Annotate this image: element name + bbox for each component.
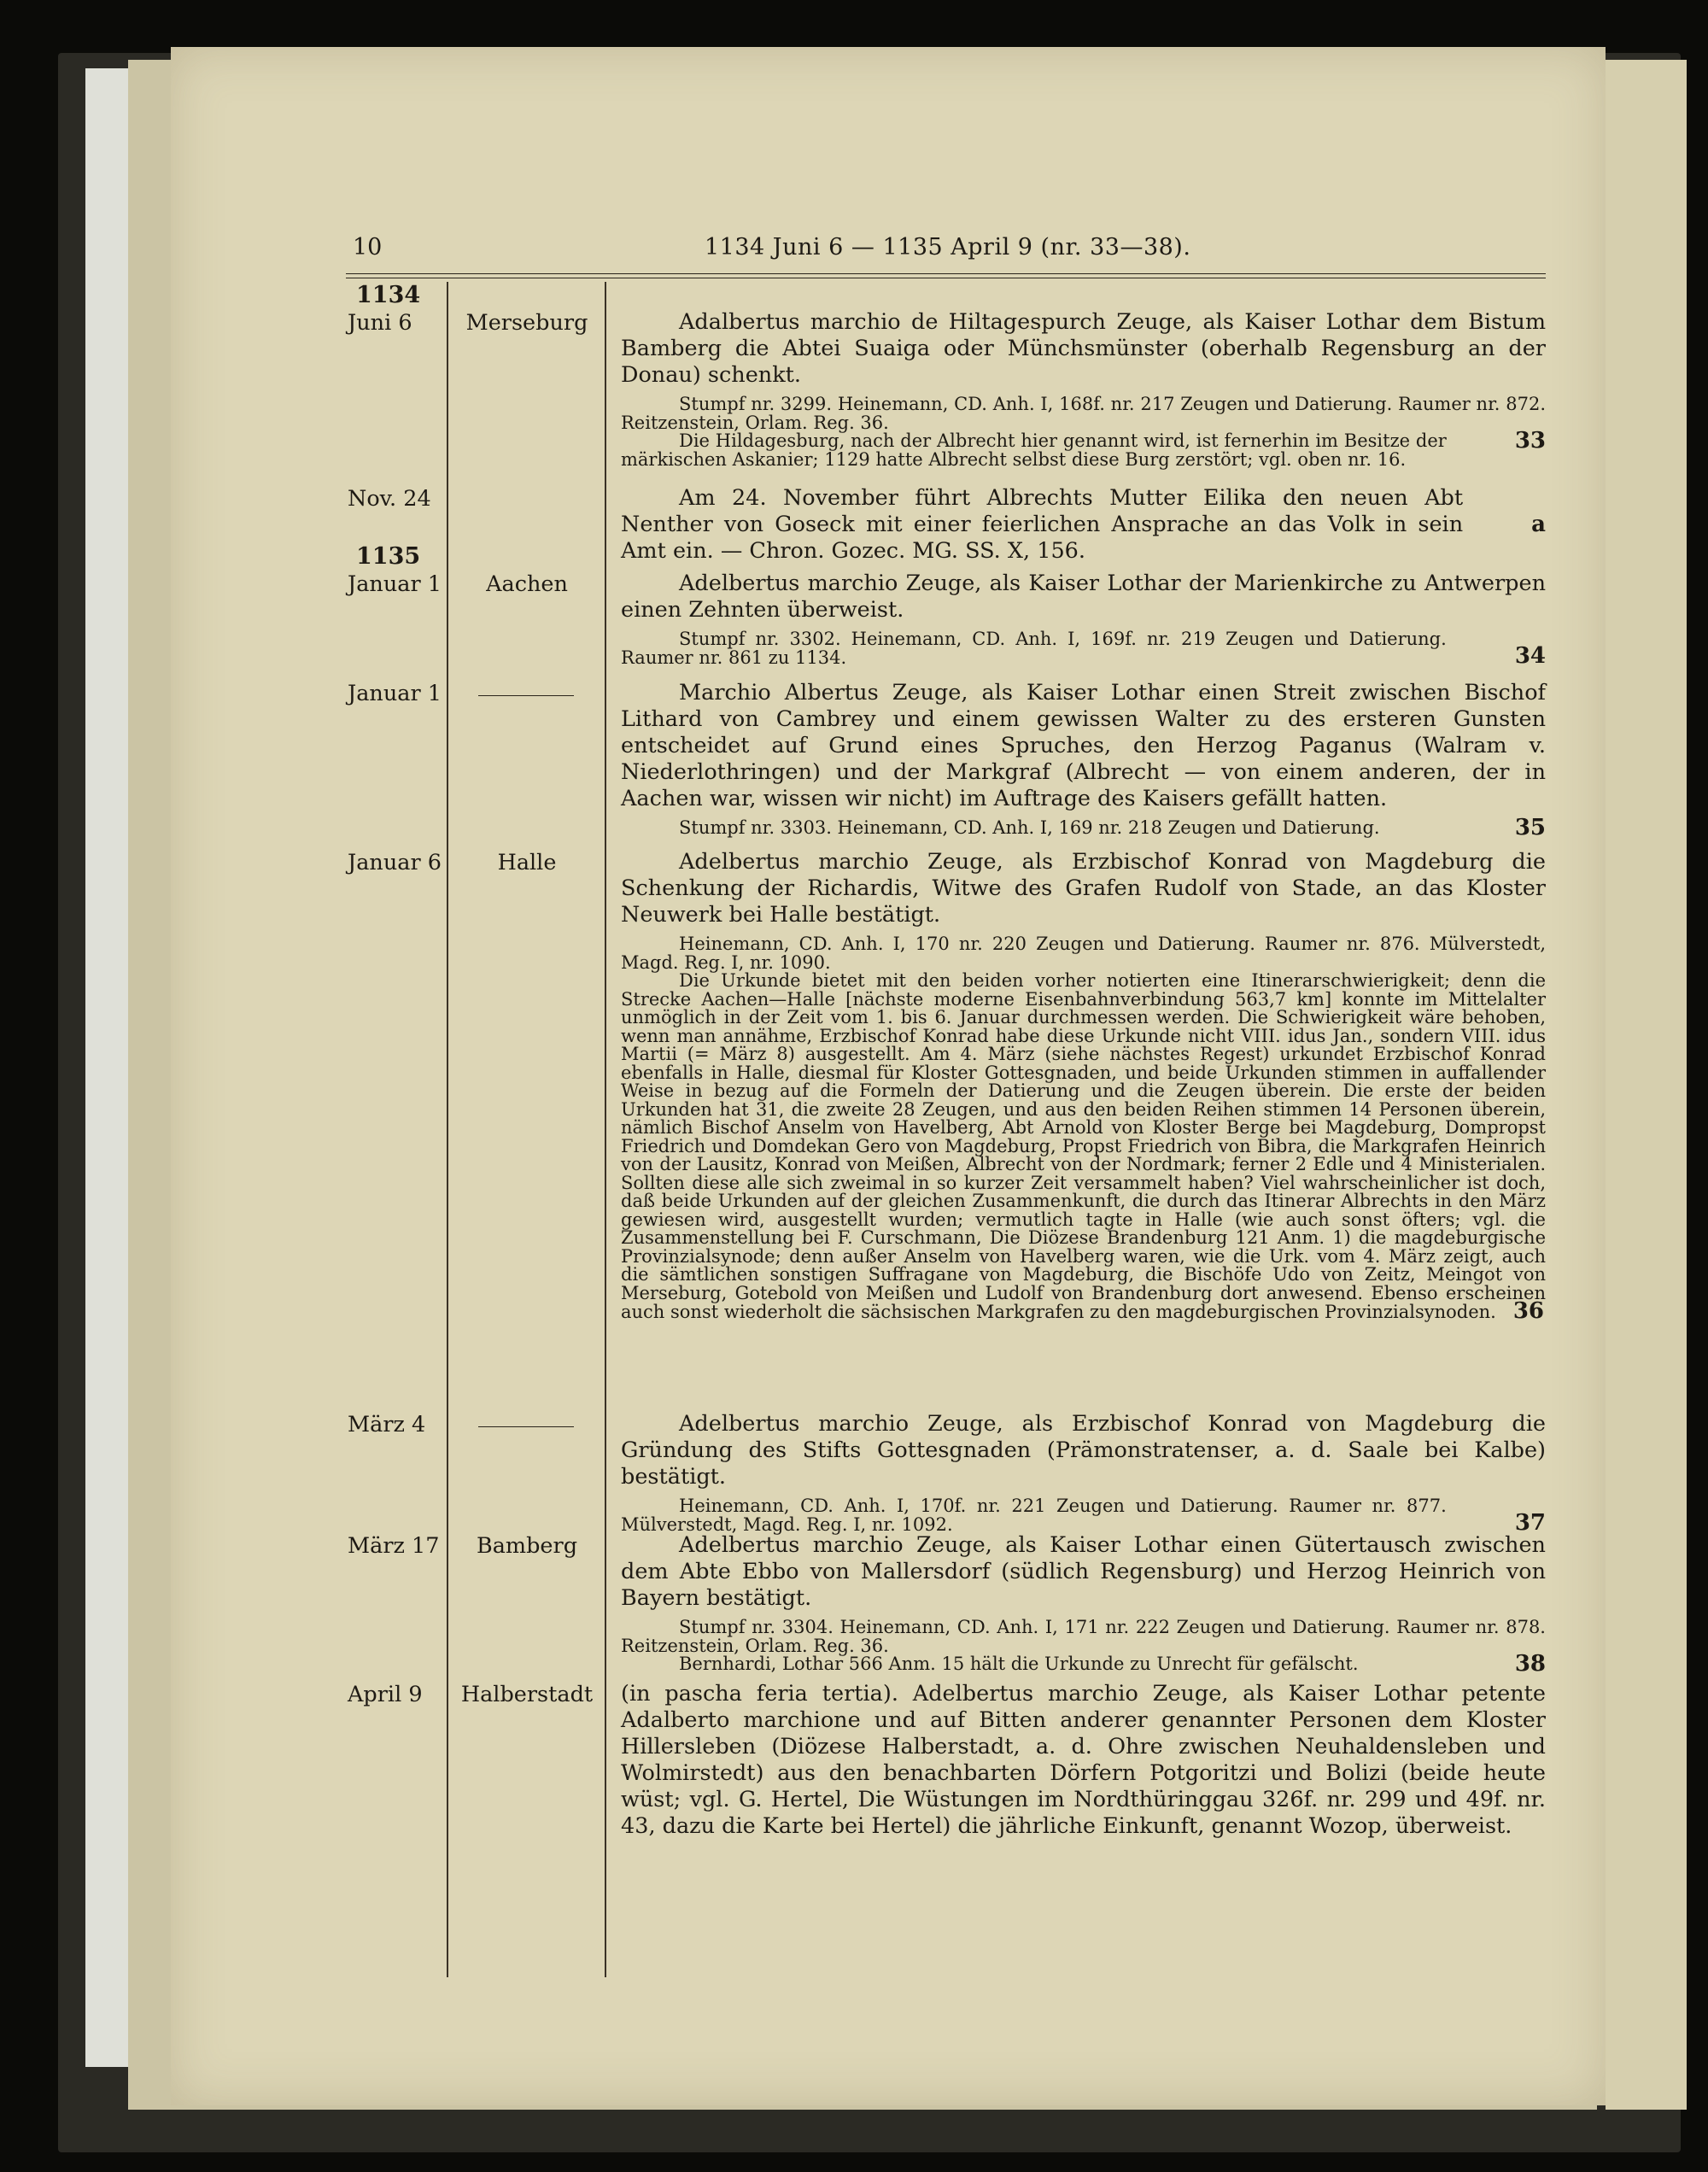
entry-body xyxy=(621,309,1546,469)
entry-place: Halle xyxy=(497,850,557,875)
entry-text: Adelbertus marchio Zeuge, als Kaiser Lothar einen Gütertausch zwischen dem Abte Ebbo von Mallersdorf (südlich Regensburg) und Herzog Heinrich von Bayern bestätigt. xyxy=(621,1532,1546,1611)
entry-note: Die Hildagesburg, nach der Albrecht hier genannt wird, ist fernerhin im Besitze der märkischen Askanier; 1129 hatte Albrecht selbst diese Burg zerstört; vgl. oben nr. 16. xyxy=(621,430,1447,470)
entry-date: Januar 1 xyxy=(348,571,442,597)
entry-place: Merseburg xyxy=(465,310,588,336)
entry-date: Juni 6 xyxy=(348,310,412,336)
entry-date: April 9 xyxy=(348,1682,423,1707)
entry-date: Nov. 24 xyxy=(348,486,431,512)
entry-note: Stumpf nr. 3302. Heinemann, CD. Anh. I, 169f. nr. 219 Zeugen und Datierung. Raumer nr. 861 zu 1134. xyxy=(621,629,1447,668)
entry-note: Stumpf nr. 3299. Heinemann, CD. Anh. I, 168f. nr. 217 Zeugen und Datierung. Raumer nr. 872. Reitzenstein, Orlam. Reg. 36. xyxy=(621,394,1546,433)
entry-place: Bamberg xyxy=(476,1533,578,1559)
entry-place: Halberstadt xyxy=(460,1682,594,1707)
entry-date: März 17 xyxy=(348,1533,440,1559)
page-content xyxy=(346,229,1546,1980)
entry-place: Aachen xyxy=(486,571,568,597)
header-rule xyxy=(346,273,1546,278)
entry-note: Stumpf nr. 3303. Heinemann, CD. Anh. I, 169 nr. 218 Zeugen und Datierung. xyxy=(679,817,1380,838)
entry-text: Am 24. November führt Albrechts Mutter Eilika den neuen Abt Nenther von Goseck mit einer feierlichen Ansprache an das Volk in sein Amt ein. — Chron. Gozec. MG. SS. X, 156. xyxy=(621,485,1464,564)
page-edge xyxy=(1606,60,1687,2110)
entry-body xyxy=(621,1411,1546,1534)
entry-body xyxy=(621,571,1546,667)
entry-body xyxy=(621,680,1546,838)
page-number: 10 xyxy=(353,234,383,261)
entry-note: Bernhardi, Lothar 566 Anm. 15 hält die Urkunde zu Unrecht für gefälscht. xyxy=(679,1654,1359,1674)
entry-text: Marchio Albertus Zeuge, als Kaiser Lothar einen Streit zwischen Bischof Lithard von Cambrey und einem gewissen Walter zu des ersteren Gunsten entscheidet auf Grund eines Spruches, den Herzog Paganus (Walram v. Niederlothringen) und der Markgraf (Albrecht — von einem anderen, der in Aachen war, wissen wir nicht) im Auftrage des Kaisers gefällt hatten. xyxy=(621,680,1546,811)
entry-body xyxy=(621,485,1546,565)
entry-note: Heinemann, CD. Anh. I, 170f. nr. 221 Zeugen und Datierung. Raumer nr. 877. Mülverstedt, Magd. Reg. I, nr. 1092. xyxy=(621,1496,1447,1535)
entry-date: Januar 1 xyxy=(348,681,442,706)
column-rule-place xyxy=(605,282,606,1977)
entry-number: 35 xyxy=(1514,815,1546,840)
year-heading: 1134 xyxy=(356,282,421,308)
entry-number: 38 xyxy=(1514,1651,1546,1677)
same-place-dash xyxy=(478,695,574,697)
entry-body xyxy=(621,1532,1546,1677)
entry-number: 36 xyxy=(1512,1298,1545,1324)
entry-text: (in pascha feria tertia). Adelbertus marchio Zeuge, als Kaiser Lothar petente Adalberto marchione und auf Bitten anderer genannter Personen dem Kloster Hillersleben (Diözese Halberstadt, a. d. Ohre zwischen Neuhaldensleben und Wolmirstedt) aus den benachbarten Dörfern Potgoritzi und Bolizi (beide heute wüst; vgl. G. Hertel, Die Wüstungen im Nordthüringgau 326f. nr. 299 und 49f. nr. 43, dazu die Karte bei Hertel) die jährliche Einkunft, genannt Wozop, überweist. xyxy=(621,1681,1546,1839)
running-title: 1134 Juni 6 — 1135 April 9 (nr. 33—38). xyxy=(705,234,1191,261)
column-rule-date xyxy=(447,282,448,1977)
entry-body xyxy=(621,1681,1546,1840)
entry-date: Januar 6 xyxy=(348,850,442,875)
entry-text: Adelbertus marchio Zeuge, als Kaiser Lothar der Marienkirche zu Antwerpen einen Zehnten überweist. xyxy=(621,571,1546,623)
running-head xyxy=(346,229,1546,263)
entry-number: 33 xyxy=(1514,428,1546,454)
entry-note: Die Urkunde bietet mit den beiden vorher notierten eine Itinerarschwierigkeit; denn die Strecke Aachen—Halle [nächste moderne Eisenbahnverbindung 563,7 km] konnte im Mittelalter unmöglich in der Zeit vom 1. bis 6. Januar durchmessen werden. Die Schwierigkeit wäre behoben, wenn man annähme, Erzbischof Konrad habe diese Urkunde nicht VIII. idus Jan., sondern VIII. idus Martii (= März 8) ausgestellt. Am 4. März (siehe nächstes Regest) urkundet Erzbischof Konrad ebenfalls in Halle, diesmal für Kloster Gottesgnaden, und beide Urkunden stimmen in auffallender Weise in bezug auf die Formeln der Datierung und die Zeugen überein. Die erste der beiden Urkunden hat 31, die zweite 28 Zeugen, und aus den beiden Reihen stimmen 14 Personen überein, nämlich Bischof Anselm von Havelberg, Abt Arnold von Kloster Berge bei Magdeburg, Dompropst Friedrich und Domdekan Gero von Magdeburg, Propst Friedrich von Bibra, die Markgrafen Heinrich von der Lausitz, Konrad von Meißen, Albrecht von der Nordmark; ferner 2 Edle und 4 Ministerialen. Sollten diese alle sich zweimal in so kurzer Zeit versammelt haben? Viel wahrscheinlicher ist doch, daß beide Urkunden auf der gleichen Zusammenkunft, die durch das Itinerar Albrechts in den März gewiesen wird, ausgestellt wurden; vermutlich tagte in Halle (wie auch sonst öfters; vgl. die Zusammenstellung bei F. Curschmann, Die Diözese Brandenburg 121 Anm. 1) die magdeburgische Provinzialsynode; denn außer Anselm von Havelberg waren, wie die Urk. vom 4. März zeigt, auch die sämtlichen sonstigen Suffragane von Magdeburg, die Bischöfe Udo von Zeitz, Meingot von Merseburg, Gotebold von Meißen und Ludolf von Brandenburg dort anwesend. Ebenso erscheinen auch sonst wiederholt die sächsischen Markgrafen zu den magdeburgischen Provinzialsynoden. xyxy=(621,970,1546,1322)
entry-number: a xyxy=(1531,512,1546,537)
entry-text: Adelbertus marchio Zeuge, als Erzbischof Konrad von Magdeburg die Gründung des Stifts Gottesgnaden (Prämonstratenser, a. d. Saale bei Kalbe) bestätigt. xyxy=(621,1411,1546,1490)
entry-text: Adalbertus marchio de Hiltagespurch Zeuge, als Kaiser Lothar dem Bistum Bamberg die Abtei Suaiga oder Münchsmünster (oberhalb Regensburg an der Donau) schenkt. xyxy=(621,309,1546,388)
entry-note: Stumpf nr. 3304. Heinemann, CD. Anh. I, 171 nr. 222 Zeugen und Datierung. Raumer nr. 878. Reitzenstein, Orlam. Reg. 36. xyxy=(621,1617,1546,1656)
same-place-dash xyxy=(478,1426,574,1428)
entry-text: Adelbertus marchio Zeuge, als Erzbischof Konrad von Magdeburg die Schenkung der Richardis, Witwe des Grafen Rudolf von Stade, an das Kloster Neuwerk bei Halle bestätigt. xyxy=(621,849,1546,928)
entry-number: 34 xyxy=(1514,643,1546,669)
entry-note: Heinemann, CD. Anh. I, 170 nr. 220 Zeugen und Datierung. Raumer nr. 876. Mülverstedt, Magd. Reg. I, nr. 1090. xyxy=(621,934,1546,973)
entry-body xyxy=(621,849,1546,1322)
year-heading: 1135 xyxy=(356,543,421,570)
entry-number: 37 xyxy=(1514,1510,1546,1536)
entry-date: März 4 xyxy=(348,1412,426,1437)
